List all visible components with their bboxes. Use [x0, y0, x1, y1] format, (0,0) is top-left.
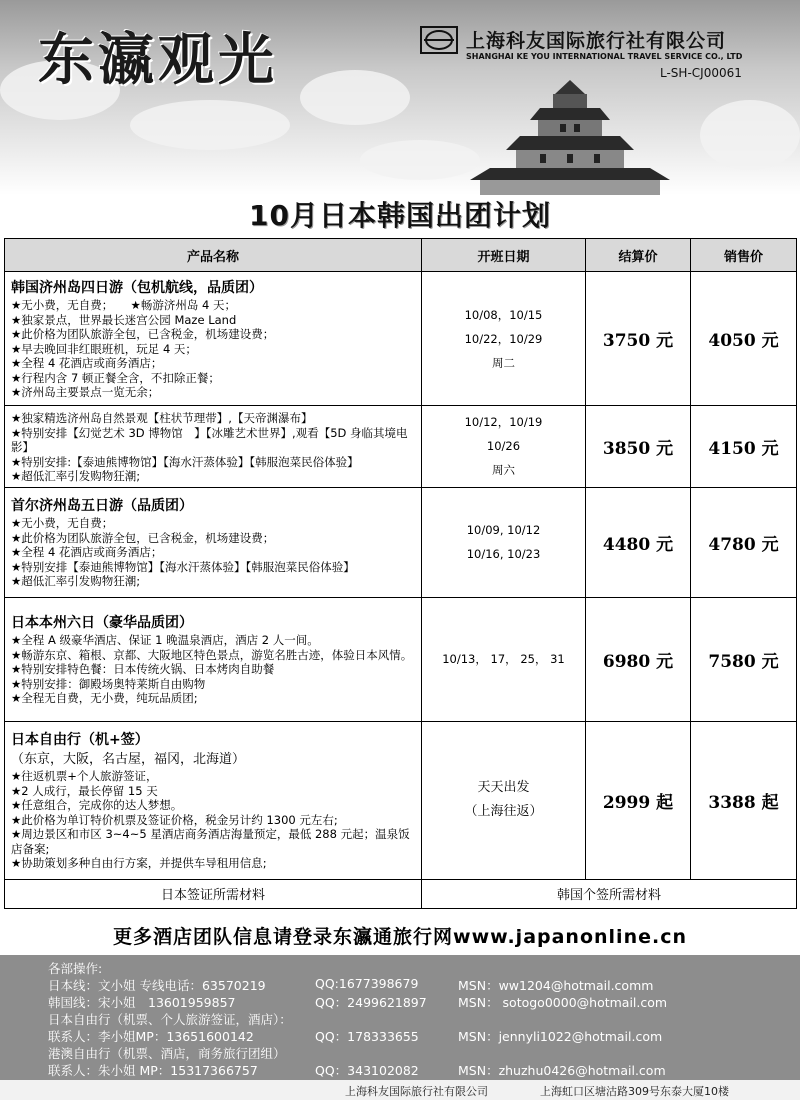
product-cell	[5, 272, 422, 406]
header-banner	[0, 0, 800, 195]
contact-msn: MSN：ww1204@hotmail.comm	[458, 978, 654, 993]
date-line: 10/12，10/19	[464, 415, 543, 430]
contact-msn: MSN：zhuzhu0426@hotmail.com	[458, 1063, 666, 1078]
product-feature: ★无小费，无自费； ★畅游济州岛 4 天；	[11, 298, 236, 313]
header-start-date: 开班日期	[422, 239, 586, 272]
date-line: 10/22，10/29	[464, 331, 543, 346]
contact-line: 港澳自由行（机票、酒店，商务旅行团组）	[48, 1046, 286, 1061]
sale-price: 4050 元	[691, 272, 797, 406]
product-feature: ★全程无自费，无小费，纯玩品质团;	[11, 691, 198, 706]
product-cell	[5, 406, 422, 488]
product-feature: ★无小费，无自费；	[11, 516, 114, 531]
product-title: 日本自由行（机+签）	[11, 732, 149, 749]
product-title: 日本本州六日（豪华品质团）	[11, 615, 193, 632]
date-line: 10/08，10/15	[464, 307, 543, 322]
japan-visa-materials-link[interactable]: 日本签证所需材料	[5, 879, 422, 908]
korea-visa-materials-link[interactable]: 韩国个签所需材料	[422, 879, 797, 908]
product-feature: ★周边景区和市区 3~4~5 星酒店商务酒店海量预定，最低 288 元起；温泉饭店备案;	[11, 827, 410, 856]
dates-cell	[422, 487, 586, 597]
date-line: 10/09, 10/12	[466, 523, 541, 537]
product-feature: ★协助策划多种自由行方案，并提供车导租用信息;	[11, 856, 267, 871]
settle-price: 3750 元	[586, 272, 691, 406]
table-header-row	[5, 239, 797, 272]
table-row	[5, 721, 797, 879]
product-feature: ★往返机票+个人旅游签证，	[11, 769, 158, 784]
contact-panel	[0, 955, 800, 1100]
contact-qq: QQ：343102082	[315, 1063, 419, 1078]
page-subtitle: 10月日本韩国出团计划	[249, 199, 551, 232]
table-footer-row	[5, 879, 797, 908]
product-cell	[5, 597, 422, 721]
product-feature: ★2 人成行，最长停留 15 天	[11, 783, 158, 798]
sale-price: 3388 起	[691, 721, 797, 879]
header-product-name: 产品名称	[5, 239, 422, 272]
product-feature: ★早去晚回非红眼班机，玩足 4 天；	[11, 341, 197, 356]
website-banner: 更多酒店团队信息请登录东瀛通旅行网www.japanonline.cn	[113, 926, 687, 948]
product-feature: ★全程 4 花酒店或商务酒店；	[11, 356, 163, 371]
table-row	[5, 487, 797, 597]
sale-price: 4150 元	[691, 406, 797, 488]
product-feature: ★特别安排:【泰迪熊博物馆】【海水汗蒸体验】【韩服泡菜民俗体验】	[11, 454, 359, 469]
product-title: 首尔济州岛五日游（品质团）	[11, 498, 193, 515]
product-feature: ★超低汇率引发购物狂潮;	[11, 469, 141, 483]
contact-qq: QQ：178333655	[315, 1029, 419, 1044]
contact-msn: MSN：jennyli1022@hotmail.com	[458, 1029, 663, 1044]
dates-cell	[422, 597, 586, 721]
product-feature: （东京，大阪，名古屋，福冈，北海道）	[11, 752, 246, 768]
contact-heading: 各部操作:	[48, 961, 103, 976]
contact-line: 联系人：朱小姐 MP：15317366757	[48, 1063, 258, 1078]
contact-qq: QQ:1677398679	[315, 976, 419, 991]
date-line: 周二	[492, 355, 515, 370]
date-line: 周六	[492, 463, 515, 478]
contact-line: 日本线：文小姐 专线电话：63570219	[48, 978, 266, 993]
sale-price: 4780 元	[691, 487, 797, 597]
product-feature: ★此价格为单订特价机票及签证价格，税金另计约 1300 元左右;	[11, 812, 338, 827]
header-sale-price: 销售价	[691, 239, 797, 272]
dates-cell	[422, 272, 586, 406]
product-cell	[5, 487, 422, 597]
bottom-company: 上海科友国际旅行社有限公司	[345, 1085, 488, 1098]
blossom-decoration	[300, 70, 410, 125]
contact-line: 联系人：李小姐MP：13651600142	[48, 1029, 254, 1044]
dates-cell	[422, 406, 586, 488]
date-line: 10/13， 17， 25， 31	[442, 652, 565, 666]
contact-qq: QQ：2499621897	[315, 995, 427, 1010]
date-line: 天天出发	[477, 780, 530, 795]
sale-price: 7580 元	[691, 597, 797, 721]
castle-image	[420, 80, 720, 195]
product-feature: ★行程内含 7 顿正餐全含，不扣除正餐；	[11, 370, 220, 385]
bottom-bar	[0, 1080, 800, 1100]
settle-price: 4480 元	[586, 487, 691, 597]
date-line: 10/26	[486, 439, 521, 454]
table-row	[5, 597, 797, 721]
contact-line: 韩国线：宋小姐 13601959857	[48, 995, 236, 1010]
table-row	[5, 406, 797, 488]
product-feature: ★任意组合，完成你的达人梦想。	[11, 798, 183, 813]
product-feature: ★特别安排特色餐：日本传统火锅、日本烤肉自助餐	[11, 662, 275, 677]
dates-cell	[422, 721, 586, 879]
product-feature: ★此价格为团队旅游全包，已含税金，机场建设费；	[11, 327, 275, 342]
product-feature: ★特别安排【幻觉艺术 3D 博物馆 】【冰雕艺术世界】,观看【5D 身临其境电影】	[11, 425, 408, 454]
product-cell	[5, 721, 422, 879]
contact-line: 日本自由行（机票、个人旅游签证，酒店）：	[48, 1012, 292, 1027]
date-line: 10/16, 10/23	[466, 547, 541, 561]
settle-price: 3850 元	[586, 406, 691, 488]
product-feature: ★全程 A 级豪华酒店、保证 1 晚温泉酒店，酒店 2 人一间。	[11, 633, 319, 648]
product-feature: ★特别安排：御殿场奥特莱斯自由购物	[11, 676, 206, 691]
product-feature: ★畅游东京、箱根、京都、大阪地区特色景点，游览名胜古迹，体验日本风情。	[11, 647, 413, 662]
settle-price: 2999 起	[586, 721, 691, 879]
product-feature: ★此价格为团队旅游全包，已含税金，机场建设费；	[11, 530, 275, 545]
table-row	[5, 272, 797, 406]
product-feature: ★全程 4 花酒店或商务酒店；	[11, 545, 163, 560]
product-feature: ★济州岛主要景点一览无余；	[11, 385, 160, 400]
brand-title: 东瀛观光	[38, 28, 278, 93]
company-logo-icon	[420, 26, 458, 54]
product-feature: ★特别安排【泰迪熊博物馆】【海水汗蒸体验】【韩服泡菜民俗体验】	[11, 559, 355, 574]
contact-msn: MSN： sotogo0000@hotmail.com	[458, 995, 668, 1010]
company-name-en: SHANGHAI KE YOU INTERNATIONAL TRAVEL SERVICE CO., LTD	[466, 52, 743, 61]
bottom-address: 上海虹口区塘沽路309号东泰大厦10楼	[540, 1085, 729, 1098]
product-feature: ★独家景点，世界最长迷宫公园 Maze Land	[11, 312, 237, 327]
product-title: 韩国济州岛四日游（包机航线，品质团）	[11, 280, 263, 297]
product-feature: ★独家精选济州岛自然景观【柱状节理带】,【天帝渊瀑布】	[11, 411, 313, 425]
tour-plan-table	[4, 238, 797, 909]
product-feature: ★超低汇率引发购物狂潮;	[11, 574, 141, 589]
date-line: （上海往返）	[464, 804, 543, 819]
company-name: 上海科友国际旅行社有限公司	[466, 30, 727, 52]
header-settle-price: 结算价	[586, 239, 691, 272]
blossom-decoration	[130, 100, 290, 150]
license-number: L-SH-CJ00061	[660, 66, 742, 80]
settle-price: 6980 元	[586, 597, 691, 721]
